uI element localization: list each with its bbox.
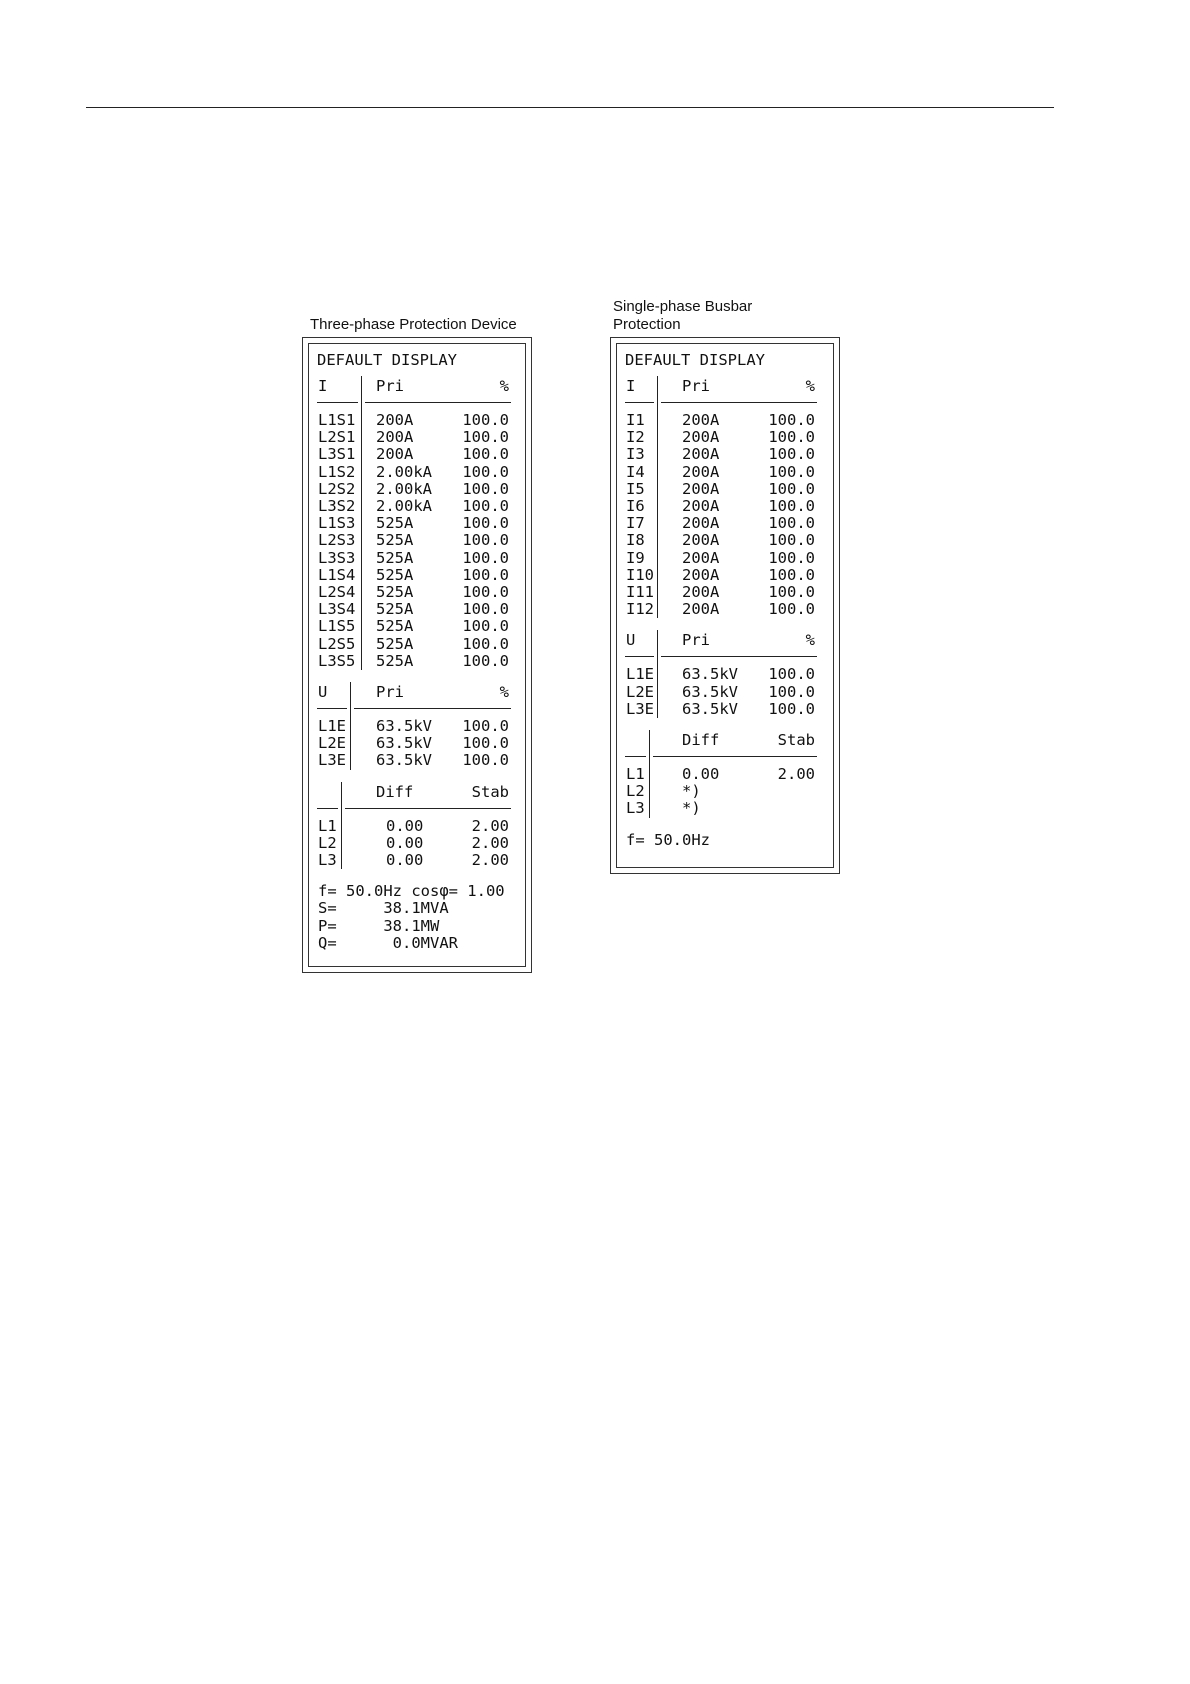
current-row-pct: 100.0 bbox=[462, 479, 509, 498]
current-row-pct: 100.0 bbox=[462, 634, 509, 653]
current-row-pct: 100.0 bbox=[462, 497, 509, 515]
current-row-value: 2.00kA bbox=[376, 462, 432, 481]
diff-row-label: L1 bbox=[626, 765, 645, 783]
voltage-row-pct: 100.0 bbox=[768, 665, 815, 684]
current-row-label: I7 bbox=[626, 514, 645, 533]
current-row-label: L3S1 bbox=[318, 445, 356, 464]
current-column-divider bbox=[657, 376, 658, 618]
diff-row-pct: 2.00 bbox=[777, 765, 815, 783]
current-row-value: 200A bbox=[682, 548, 720, 567]
current-row-pct: 100.0 bbox=[768, 479, 815, 498]
current-label-underline bbox=[317, 402, 358, 403]
current-row-value: 200A bbox=[682, 514, 720, 533]
voltage-value-underline bbox=[354, 708, 511, 709]
current-row-pct: 100.0 bbox=[768, 411, 815, 429]
voltage-row-label: L2E bbox=[626, 682, 654, 701]
current-row-label: L1S1 bbox=[318, 411, 356, 429]
right-panel-title: DEFAULT DISPLAY bbox=[625, 351, 765, 369]
current-row-pct: 100.0 bbox=[768, 531, 815, 550]
current-row-label: I10 bbox=[626, 565, 654, 584]
footer-line: S= 38.1MVA bbox=[318, 899, 449, 918]
current-row-pct: 100.0 bbox=[768, 514, 815, 533]
current-row-pct: 100.0 bbox=[768, 600, 815, 619]
current-row-pct: 100.0 bbox=[462, 514, 509, 533]
voltage-row-label: L3E bbox=[626, 699, 654, 718]
current-row-value: 525A bbox=[376, 514, 414, 533]
footer-line: f= 50.0Hz bbox=[626, 830, 710, 849]
current-header-label: I bbox=[318, 377, 328, 395]
diff-row-value: 0.00 bbox=[682, 765, 720, 783]
current-row-pct: 100.0 bbox=[462, 617, 509, 636]
current-row-pct: 100.0 bbox=[768, 462, 815, 481]
current-row-value: 200A bbox=[682, 479, 720, 498]
current-row-pct: 100.0 bbox=[462, 565, 509, 584]
voltage-row-pct: 100.0 bbox=[462, 734, 509, 753]
diff-value-underline bbox=[653, 756, 817, 757]
voltage-header-pri: Pri bbox=[376, 683, 404, 701]
current-row-value: 525A bbox=[376, 548, 414, 567]
voltage-row-value: 63.5kV bbox=[376, 751, 432, 770]
voltage-value-underline bbox=[661, 656, 817, 657]
footer-line: Q= 0.0MVAR bbox=[318, 933, 458, 952]
current-row-label: L3S5 bbox=[318, 651, 356, 670]
footer-line: f= 50.0Hz cosφ= 1.00 bbox=[318, 882, 505, 901]
current-row-pct: 100.0 bbox=[462, 411, 509, 429]
current-header-pct: % bbox=[499, 377, 509, 395]
current-row-label: L2S2 bbox=[318, 479, 356, 498]
current-row-value: 200A bbox=[376, 411, 414, 429]
current-row-value: 525A bbox=[376, 600, 414, 619]
diff-header-pct: Stab bbox=[471, 782, 509, 801]
current-row-value: 200A bbox=[682, 583, 720, 601]
current-row-label: L1S5 bbox=[318, 617, 356, 636]
current-row-pct: 100.0 bbox=[768, 583, 815, 601]
voltage-header-pct: % bbox=[499, 683, 509, 701]
diff-row-pct: 2.00 bbox=[471, 851, 509, 869]
left-panel bbox=[302, 337, 532, 973]
current-row-value: 200A bbox=[682, 445, 720, 464]
diff-column-divider bbox=[649, 730, 650, 818]
diff-header-pri: Diff bbox=[682, 731, 720, 749]
current-row-pct: 100.0 bbox=[462, 548, 509, 567]
current-row-value: 200A bbox=[682, 497, 720, 515]
current-row-label: I11 bbox=[626, 583, 654, 601]
diff-row-value: *) bbox=[682, 782, 701, 801]
voltage-header-pri: Pri bbox=[682, 631, 710, 650]
current-row-label: L3S4 bbox=[318, 600, 356, 619]
voltage-header-label: U bbox=[626, 631, 636, 650]
current-row-label: L1S4 bbox=[318, 565, 356, 584]
current-row-label: I5 bbox=[626, 479, 645, 498]
current-header-pct: % bbox=[805, 377, 815, 395]
diff-row-value: 0.00 bbox=[386, 851, 424, 869]
voltage-row-label: L2E bbox=[318, 734, 346, 753]
current-row-value: 525A bbox=[376, 583, 414, 601]
current-row-label: I12 bbox=[626, 600, 654, 619]
right-panel-caption-line1: Single-phase Busbar bbox=[613, 298, 753, 315]
voltage-row-label: L1E bbox=[318, 717, 346, 735]
right-panel-caption-line2: Protection bbox=[613, 316, 681, 333]
voltage-row-value: 63.5kV bbox=[376, 717, 432, 735]
current-row-value: 525A bbox=[376, 634, 414, 653]
voltage-header-pct: % bbox=[805, 631, 815, 650]
voltage-row-value: 63.5kV bbox=[682, 665, 738, 684]
current-row-value: 200A bbox=[682, 531, 720, 550]
current-header-pri: Pri bbox=[682, 377, 710, 395]
diff-row-value: 0.00 bbox=[386, 816, 424, 835]
current-row-pct: 100.0 bbox=[768, 428, 815, 447]
current-row-pct: 100.0 bbox=[768, 548, 815, 567]
current-row-label: I2 bbox=[626, 428, 645, 447]
diff-value-underline bbox=[345, 808, 511, 809]
voltage-row-label: L1E bbox=[626, 665, 654, 684]
current-row-value: 2.00kA bbox=[376, 497, 432, 515]
current-column-divider bbox=[361, 376, 362, 670]
current-row-pct: 100.0 bbox=[462, 583, 509, 601]
current-row-label: I6 bbox=[626, 497, 645, 515]
voltage-column-divider bbox=[657, 630, 658, 718]
diff-row-label: L3 bbox=[626, 799, 645, 818]
current-row-pct: 100.0 bbox=[462, 531, 509, 550]
current-row-pct: 100.0 bbox=[768, 565, 815, 584]
diff-label-underline bbox=[317, 808, 338, 809]
current-row-value: 200A bbox=[376, 445, 414, 464]
voltage-row-pct: 100.0 bbox=[462, 717, 509, 735]
diff-row-pct: 2.00 bbox=[471, 833, 509, 852]
diff-row-label: L2 bbox=[318, 833, 337, 852]
current-row-value: 200A bbox=[682, 600, 720, 619]
voltage-row-pct: 100.0 bbox=[462, 751, 509, 770]
current-row-pct: 100.0 bbox=[462, 462, 509, 481]
footer-line: P= 38.1MW bbox=[318, 916, 440, 935]
current-row-value: 525A bbox=[376, 617, 414, 636]
current-row-pct: 100.0 bbox=[462, 445, 509, 464]
voltage-row-value: 63.5kV bbox=[682, 682, 738, 701]
voltage-row-pct: 100.0 bbox=[768, 682, 815, 701]
current-row-label: I4 bbox=[626, 462, 645, 481]
current-row-label: L2S1 bbox=[318, 428, 356, 447]
diff-header-pri: Diff bbox=[376, 782, 414, 801]
voltage-row-label: L3E bbox=[318, 751, 346, 770]
current-value-underline bbox=[365, 402, 511, 403]
voltage-column-divider bbox=[350, 682, 351, 770]
current-value-underline bbox=[661, 402, 817, 403]
diff-row-pct: 2.00 bbox=[471, 816, 509, 835]
current-label-underline bbox=[625, 402, 654, 403]
left-panel-caption: Three-phase Protection Device bbox=[310, 316, 517, 333]
left-panel-title: DEFAULT DISPLAY bbox=[317, 351, 457, 369]
current-row-label: L3S3 bbox=[318, 548, 356, 567]
diff-row-label: L3 bbox=[318, 851, 337, 869]
current-row-pct: 100.0 bbox=[768, 445, 815, 464]
current-row-value: 525A bbox=[376, 651, 414, 670]
diff-row-value: *) bbox=[682, 799, 701, 818]
current-row-value: 525A bbox=[376, 531, 414, 550]
voltage-row-pct: 100.0 bbox=[768, 699, 815, 718]
current-row-label: I9 bbox=[626, 548, 645, 567]
current-row-value: 200A bbox=[682, 411, 720, 429]
current-row-label: L2S4 bbox=[318, 583, 356, 601]
diff-label-underline bbox=[625, 756, 646, 757]
current-row-pct: 100.0 bbox=[462, 651, 509, 670]
current-row-value: 200A bbox=[376, 428, 414, 447]
diff-row-label: L2 bbox=[626, 782, 645, 801]
current-row-pct: 100.0 bbox=[768, 497, 815, 515]
current-row-value: 2.00kA bbox=[376, 479, 432, 498]
current-row-label: L3S2 bbox=[318, 497, 356, 515]
diff-header-pct: Stab bbox=[777, 731, 815, 749]
diff-row-value: 0.00 bbox=[386, 833, 424, 852]
voltage-label-underline bbox=[625, 656, 654, 657]
voltage-label-underline bbox=[317, 708, 347, 709]
current-row-label: L2S3 bbox=[318, 531, 356, 550]
voltage-row-value: 63.5kV bbox=[682, 699, 738, 718]
current-row-value: 200A bbox=[682, 462, 720, 481]
current-row-label: L1S3 bbox=[318, 514, 356, 533]
right-panel bbox=[610, 337, 840, 874]
current-row-label: I1 bbox=[626, 411, 645, 429]
current-row-label: I3 bbox=[626, 445, 645, 464]
current-row-pct: 100.0 bbox=[462, 600, 509, 619]
current-row-label: L2S5 bbox=[318, 634, 356, 653]
current-row-value: 525A bbox=[376, 565, 414, 584]
voltage-header-label: U bbox=[318, 683, 328, 701]
diff-column-divider bbox=[341, 782, 342, 870]
current-header-label: I bbox=[626, 377, 636, 395]
diff-row-label: L1 bbox=[318, 816, 337, 835]
current-row-label: I8 bbox=[626, 531, 645, 550]
page-header-rule bbox=[86, 107, 1054, 108]
current-row-value: 200A bbox=[682, 565, 720, 584]
current-row-label: L1S2 bbox=[318, 462, 356, 481]
current-header-pri: Pri bbox=[376, 377, 404, 395]
current-row-value: 200A bbox=[682, 428, 720, 447]
current-row-pct: 100.0 bbox=[462, 428, 509, 447]
voltage-row-value: 63.5kV bbox=[376, 734, 432, 753]
